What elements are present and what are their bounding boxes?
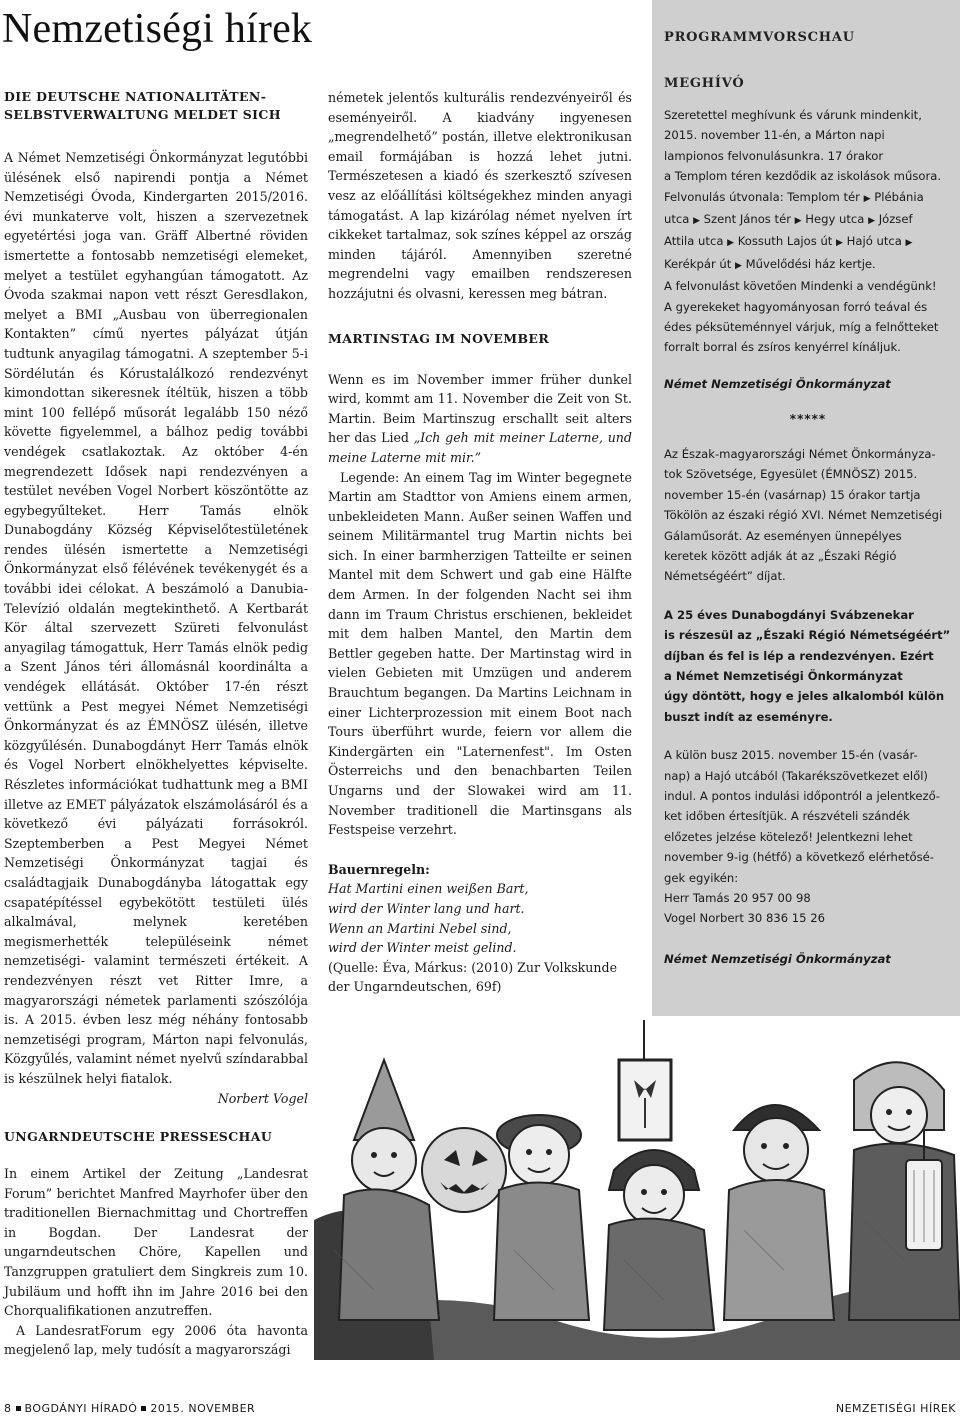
route-stop: utca bbox=[664, 212, 690, 227]
arrow-right-icon: ▶ bbox=[905, 238, 913, 249]
text-line: A 25 éves Dunabogdányi Svábzenekar bbox=[664, 607, 914, 622]
text-line: előzetes jelzése kötelező! Jelentkezni lehet bbox=[664, 829, 913, 844]
arrow-right-icon: ▶ bbox=[693, 216, 700, 227]
publication-name: BOGDÁNYI HÍRADÓ bbox=[24, 1402, 138, 1415]
text-line: Tökölön az északi régió XVI. Német Nemzetiségi bbox=[664, 508, 943, 523]
footer-section-name: NEMZETISÉGI HÍREK bbox=[835, 1402, 956, 1415]
route-line-3 bbox=[664, 231, 952, 253]
article-paragraph: In einem Artikel der Zeitung „Landesrat Forum” berichtet Manfred Mayrhofer über den traditionellen Biernachmittag und Chortreffen in Bogdan. Der Landesrat der ungarndeutschen Chöre, Kapellen und Tanzgruppen gratuliert dem Singkreis zum 10. Jubiläum und hofft ihn im Jahre 2016 bei den Chorqualifikationen anzutreffen. bbox=[4, 1166, 308, 1319]
text-line: november 15-én (vasárnap) 15 órakor tartja bbox=[664, 487, 921, 502]
text-line: keretek között adják át az „Északi Régió bbox=[664, 548, 897, 563]
heading-line-2: SELBSTVERWALTUNG MELDET SICH bbox=[4, 107, 281, 122]
text-line: 2015. november 11-én, a Márton napi bbox=[664, 128, 885, 143]
page-title: Nemzetiségi hírek bbox=[2, 6, 313, 52]
article-heading-presseschau: UNGARNDEUTSCHE PRESSESCHAU bbox=[4, 1129, 273, 1145]
arrow-right-icon: ▶ bbox=[836, 238, 843, 249]
bus-announcement-bold bbox=[664, 605, 952, 727]
poem bbox=[328, 879, 632, 957]
bullet-icon bbox=[141, 1406, 146, 1411]
poem-line: Wenn an Martini Nebel sind, bbox=[328, 920, 512, 936]
text-line: november 9-ig (hétfő) a következő elérhetősé- bbox=[664, 850, 934, 865]
article-heading-selbstverwaltung bbox=[4, 88, 308, 124]
route-stop: Kossuth Lajos út bbox=[737, 234, 833, 249]
route-stop: Plébánia bbox=[874, 189, 924, 204]
footer-left bbox=[4, 1402, 255, 1415]
route-stop: Szent János tér bbox=[703, 212, 791, 227]
text-line: A gyerekeket hagyományosan forró teával és bbox=[664, 299, 928, 314]
section-separator: ***** bbox=[789, 411, 827, 426]
route-stop: Hegy utca bbox=[805, 212, 865, 227]
text-line: indul. A pontos indulási időpontról a jelentkező- bbox=[664, 788, 940, 803]
text-line: A külön busz 2015. november 15-én (vasár- bbox=[664, 748, 918, 763]
article-paragraph: A LandesratForum egy 2006 óta havonta megjelenő lap, mely tudósít a magyarországi bbox=[4, 1322, 308, 1358]
sidebar-content bbox=[664, 0, 952, 969]
text-line: Németségéért” díjat. bbox=[664, 569, 786, 584]
article-body-martinstag bbox=[328, 370, 632, 840]
text-line: édes péksüteménnyel várjuk, míg a felnőtteket bbox=[664, 320, 939, 335]
contact-herr-tamas: Herr Tamás 20 957 00 98 bbox=[664, 891, 811, 905]
text-line: ket időben értesítjük. A részvételi szándék bbox=[664, 809, 910, 824]
text-line: a Templom téren kezdődik az iskolások műsora. bbox=[664, 169, 942, 184]
program-sidebar bbox=[652, 0, 960, 1016]
article-paragraph: A Német Nemzetiségi Önkormányzat legutóbbi ülésének első napirendi pontja a Német Nemzetiségi Óvoda, Kindergarten 2015/2016. évi munkaterve volt, hiszen a szervezetnek egyetértési joga van. Gräff Albertné röviden ismertette a fontosabb nemzetiségi elemeket, melyet a testület egyhangúan támogatott. Az Óvoda szakmai napon vett részt Geresdlakon, melyet a BMI „Ausbau von überregionalen Kontakten” című nyertes pályázat útján tudtunk anyagilag támogatni. A szeptember 5-i Sördélután és Kórustalálkozó rendezvényt kimondottan sikeresnek ítéltük, hiszen a több mint 100 fellépő műsorát legalább 150 néző követte figyelemmel, a bálhoz pedig további vendégek csatlakoztak. Az október 4-én megrendezett Idősek napi rendezvényen a testület nevében Vogel Norbert köszöntötte az egybegyűlteket. Herr Tamás elnök Dunabogdány Község Képviselőtestületének rendes ülésén ismertette a Nemzetiségi Önkormányzat első félévének tevékenygét és a további idei célokat. A beszámoló a Danubia-Televízió oldalán megtekinthető. A Kertbarát Kör által szervezett Szüreti felvonulást anyagilag támogattuk, Herr Tamás elnök pedig a Szent János téri állomásnál koordinálta a vendégek ellátását. Október 17-én részt vettünk a Pest megyei Német Nemzetiségi Önkormányzat és az ÉMNÖSZ ülésén, illetve közgyűlésén. Dunabogdányt Herr Tamás elnök és Vogel Norbert elnökhelyettes képviselte. Részletes információkat tudhattunk meg a BMI illetve az EMET pályázatok elszámolásáról és a következő évi pályázati forrásokról. Szeptemberben a Pest Megyei Német Nemzetiségi Önkormányzat tagjai és családtagjaik Dunabogdányba látogattak egy csapatépítéssel egybekötött testületi ülés alkalmával, melynek keretében megismerhették településeink német nemzetiségi- valamint természeti értékeit. A rendezvényen részt vet Ritter Imre, a magyarországi németek parlamenti szószólója is. A 2015. évben lesz még néhány fontosabb nemzetiségi program, Márton napi felvonulás, Közgyűlés, valamint német nyelvű színdarabbal is készülnek helyi fiatalok. bbox=[4, 150, 308, 1086]
issue-date: 2015. NOVEMBER bbox=[150, 1402, 256, 1415]
rules-heading: Bauernregeln: bbox=[328, 861, 430, 877]
route-stop: Kerékpár út bbox=[664, 256, 732, 271]
source-citation: (Quelle: Éva, Márkus: (2010) Zur Volkskunde der Ungarndeutschen, 69f) bbox=[328, 959, 618, 995]
article-paragraph bbox=[328, 370, 632, 468]
text-line: Szeretettel meghívunk és várunk mindenkit, bbox=[664, 108, 922, 122]
article-body-selbstverwaltung bbox=[4, 148, 308, 1108]
text-line: tok Szövetsége, Egyesület (ÉMNÖSZ) 2015. bbox=[664, 467, 918, 482]
route-line-2 bbox=[664, 209, 952, 231]
article-paragraph: Legende: An einem Tag im Winter begegnete Martin am Stadttor von Amiens einem armen, unbekleideten Mann. Außer seinen Waffen und seinem Militärmantel trug Martin nichts bei sich. In einer barmherzigen Tatteilte er seinen Mantel mit dem Schwert und gab eine Hälfte dem Armen. In der folgenden Nacht sei ihm dann im Traum Christus erschienen, bekleidet mit dem halben Mantel, den Martin dem Bettler gegeben hatte. Der Martinstag wird in vielen Gebieten mit Umzügen und anderem Brauchtum begangen. Da Martins Leichnam in einer Lichterprozession mit einem Boot nach Tours überführt wurde, feiern vor allem die Kindergärten ein "Laternenfest". Im Osten Österreichs und den benachbarten Teilen Ungarns und der Slowakei wird am 11. November traditionell die Martinsgans als Festspeise verzehrt. bbox=[328, 469, 632, 838]
route-line-1 bbox=[664, 187, 952, 209]
route-stop: József bbox=[878, 212, 913, 227]
route-stop: Attila utca bbox=[664, 234, 724, 249]
text-line: Gálaműsorát. Az eseményen ünnepélyes bbox=[664, 528, 902, 543]
bullet-icon bbox=[16, 1406, 21, 1411]
song-quote: „Ich geh mit meiner Laterne, und meine Laterne mit mir.” bbox=[328, 430, 632, 465]
arrow-right-icon: ▶ bbox=[794, 216, 802, 227]
author-signature: Norbert Vogel bbox=[217, 1090, 308, 1106]
text-line: a Német Nemzetiségi Önkormányzat bbox=[664, 668, 903, 683]
route-stop: Művelődési ház kertje. bbox=[745, 256, 876, 271]
page-number: 8 bbox=[4, 1402, 12, 1415]
sidebar-heading-meghivo: MEGHÍVÓ bbox=[664, 76, 745, 91]
arrow-right-icon: ▶ bbox=[863, 193, 871, 204]
text-line: forralt borral és zsíros kenyérrel kínáljuk. bbox=[664, 340, 901, 355]
text-line: is részesül az „Északi Régió Németségéért” bbox=[664, 628, 951, 643]
invitation-text bbox=[664, 105, 952, 358]
heading-line-1: DIE DEUTSCHE NATIONALITÄTEN- bbox=[4, 89, 267, 104]
article-paragraph: németek jelentős kulturális rendezvényeiről és eseményeiről. A kiadvány ingyenesen „megrendelhető” postán, illetve elektronikusan email formájában is hozzá lehet jutni. Természetesen a kiadó és szerkesztő szívesen vesz az előállítási költségekhez minden anyagi támogatást. A lap kizárólag német nyelven írt cikkeket tartalmaz, sok színes képpel az ország minden tájáról. Amennyiben szeretné megrendelni vagy emailben rendszeresen hozzájutni és olvasni, keressen meg bátran. bbox=[328, 90, 632, 301]
text-line: lampionos felvonulásunkra. 17 órakor bbox=[664, 148, 884, 163]
text-line: buszt indít az eseményre. bbox=[664, 709, 833, 724]
bus-details-text bbox=[664, 745, 952, 929]
text-line: díjban és fel is lép a rendezvényen. Ezért bbox=[664, 648, 934, 663]
text-line: nap) a Hajó utcából (Takarékszövetkezet elől) bbox=[664, 768, 928, 783]
contact-vogel-norbert: Vogel Norbert 30 836 15 26 bbox=[664, 911, 825, 926]
text-line: Az Észak-magyarországi Német Önkormányza- bbox=[664, 446, 936, 461]
article-heading-martinstag: MARTINSTAG IM NOVEMBER bbox=[328, 330, 550, 346]
middle-column bbox=[328, 88, 632, 997]
poem-line: Hat Martini einen weißen Bart, bbox=[328, 881, 529, 897]
arrow-right-icon: ▶ bbox=[735, 260, 742, 271]
arrow-right-icon: ▶ bbox=[727, 238, 735, 249]
sidebar-signature: Német Nemzetiségi Önkormányzat bbox=[664, 951, 891, 966]
text-line: gek egyikén: bbox=[664, 870, 739, 885]
article-body-continued bbox=[328, 88, 632, 304]
page-footer bbox=[0, 1384, 960, 1416]
text-line: A felvonulást követően Mindenki a vendégünk! bbox=[664, 279, 937, 294]
route-intro: Felvonulás útvonala: Templom tér bbox=[664, 189, 860, 204]
sidebar-heading-programmvorschau: PROGRAMMVORSCHAU bbox=[664, 30, 855, 45]
award-text bbox=[664, 444, 952, 587]
text-line: úgy döntött, hogy e jeles alkalomból külön bbox=[664, 689, 945, 704]
left-column bbox=[4, 88, 308, 1360]
paragraph-text: Wenn es im November immer früher dunkel wird, kommt am 11. November die Zeit von St. Martin. Beim Martinszug erschallt seit alters her das Lied bbox=[328, 371, 632, 446]
lantern-parade-illustration bbox=[314, 1020, 960, 1360]
article-body-presseschau bbox=[4, 1164, 308, 1360]
poem-line: wird der Winter lang und hart. bbox=[328, 900, 525, 916]
route-stop: Hajó utca bbox=[846, 234, 902, 249]
poem-line: wird der Winter meist gelind. bbox=[328, 940, 517, 956]
route-line-4 bbox=[664, 254, 952, 276]
sidebar-signature: Német Nemzetiségi Önkormányzat bbox=[664, 376, 891, 391]
arrow-right-icon: ▶ bbox=[868, 216, 876, 227]
